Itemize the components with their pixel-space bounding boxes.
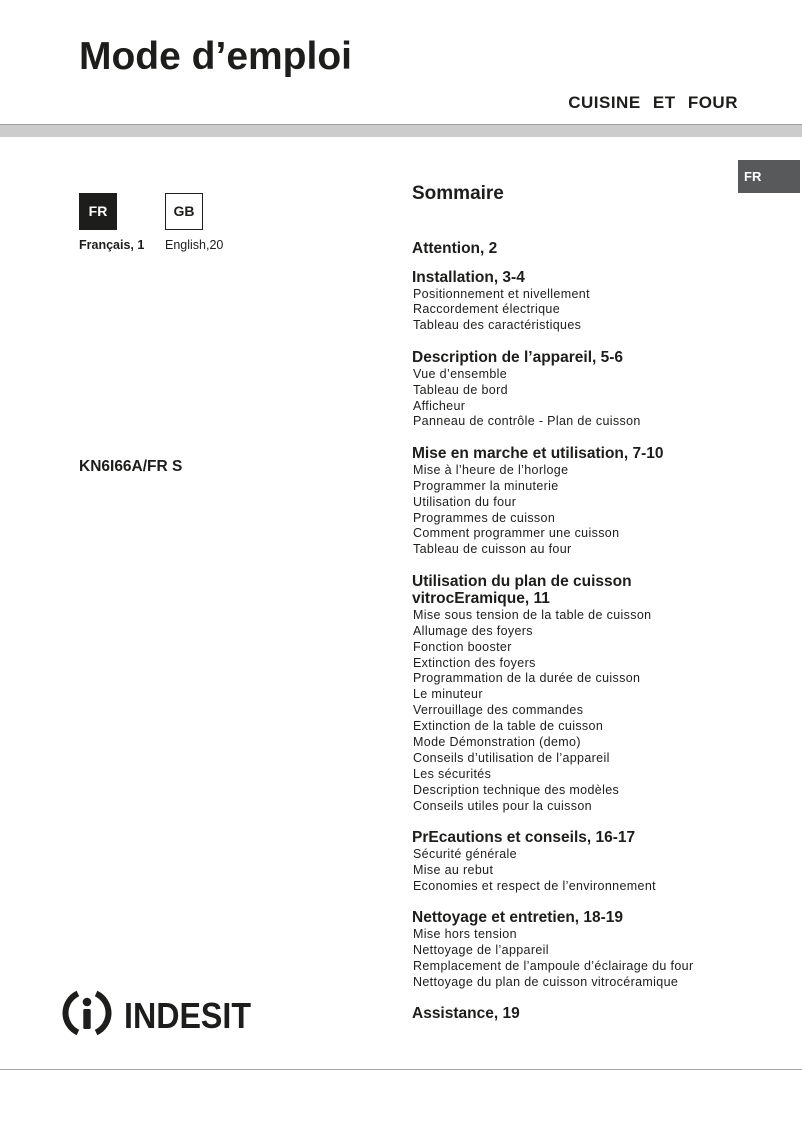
toc-item: Conseils utiles pour la cuisson (413, 798, 592, 813)
toc-section-title: Description de l’appareil, 5-6 (412, 348, 624, 366)
toc-item: Programmation de la durée de cuisson (413, 671, 641, 686)
brand-logo-text: INDESIT (124, 995, 252, 1036)
language-box-gb: GB (165, 193, 203, 230)
toc-section (412, 269, 782, 335)
toc-item: Economies et respect de l’environnement (413, 878, 656, 893)
toc-section (412, 573, 782, 815)
language-tab-fr: FR (738, 160, 800, 193)
toc-section-title: Mise en marche et utilisation, 7-10 (412, 444, 664, 462)
toc-item: Tableau des caractéristiques (413, 318, 582, 333)
toc-section-title: Installation, 3-4 (412, 268, 525, 286)
toc-item: Panneau de contrôle - Plan de cuisson (413, 414, 641, 429)
toc-item: Tableau de bord (413, 382, 508, 397)
toc-item: Comment programmer une cuisson (413, 526, 620, 541)
toc-item: Verrouillage des commandes (413, 703, 584, 718)
toc-item: Utilisation du four (413, 494, 517, 509)
toc-item: Mise à l’heure de l’horloge (413, 462, 569, 477)
toc-item: Programmer la minuterie (413, 478, 559, 493)
toc-item-list (412, 927, 782, 991)
toc-item: Mise au rebut (413, 862, 494, 877)
toc-section-title: PrEcautions et conseils, 16-17 (412, 829, 636, 847)
toc-item-list (412, 287, 782, 335)
toc-section (412, 829, 782, 895)
toc-item: Extinction de la table de cuisson (413, 719, 604, 734)
language-box-fr: FR (79, 193, 117, 230)
toc-item: Nettoyage du plan de cuisson vitrocéramique (413, 975, 679, 989)
header-divider-band (0, 124, 802, 137)
toc-item: Mode Démonstration (demo) (413, 735, 581, 750)
toc-section (412, 240, 782, 257)
toc-section-title: vitrocEramique, 11 (412, 589, 550, 607)
brand-logo (60, 984, 260, 1044)
toc-item: Sécurité générale (413, 847, 517, 862)
toc-item: Programmes de cuisson (413, 510, 556, 525)
toc-item: Tableau de cuisson au four (413, 542, 572, 557)
toc-item-list (412, 463, 782, 558)
toc-item-list (412, 608, 782, 815)
toc-section (412, 349, 782, 431)
toc-section-title: Attention, 2 (412, 239, 498, 257)
toc-item: Mise sous tension de la table de cuisson (413, 607, 652, 622)
toc-section-title: Assistance, 19 (412, 1005, 520, 1023)
toc-item-list (412, 367, 782, 431)
toc-item: Description technique des modèles (413, 782, 620, 797)
language-label-fr: Français, 1 (79, 238, 145, 252)
toc-item: Allumage des foyers (413, 623, 533, 638)
toc-section (412, 1005, 782, 1022)
toc-section (412, 909, 782, 991)
toc-item: Extinction des foyers (413, 655, 536, 670)
toc-item: Le minuteur (413, 687, 483, 702)
toc-item: Fonction booster (413, 639, 512, 654)
toc-item: Raccordement électrique (413, 302, 561, 317)
toc-sections (412, 240, 782, 1023)
page-title: Mode d’emploi (79, 35, 352, 78)
language-label-gb: English,20 (165, 238, 224, 252)
toc-item: Nettoyage de l’appareil (413, 943, 549, 958)
toc-item: Les sécurités (413, 766, 492, 781)
toc-item: Vue d’ensemble (413, 366, 508, 381)
toc-item-list (412, 847, 782, 895)
table-of-contents (412, 183, 782, 1022)
toc-section-title: Nettoyage et entretien, 18-19 (412, 909, 624, 927)
toc-item: Remplacement de l’ampoule d’éclairage du four (413, 959, 694, 974)
model-number: KN6I66A/FR S (79, 458, 183, 475)
toc-item: Positionnement et nivellement (413, 286, 590, 301)
footer-rule (0, 1069, 802, 1070)
toc-section-title: Utilisation du plan de cuisson (412, 572, 632, 590)
toc-section (412, 445, 782, 558)
page-subtitle: CUISINE ET FOUR (568, 93, 738, 112)
toc-item: Mise hors tension (413, 927, 517, 942)
toc-heading: Sommaire (412, 183, 504, 204)
toc-item: Conseils d’utilisation de l’appareil (413, 750, 610, 765)
toc-item: Afficheur (413, 398, 466, 413)
